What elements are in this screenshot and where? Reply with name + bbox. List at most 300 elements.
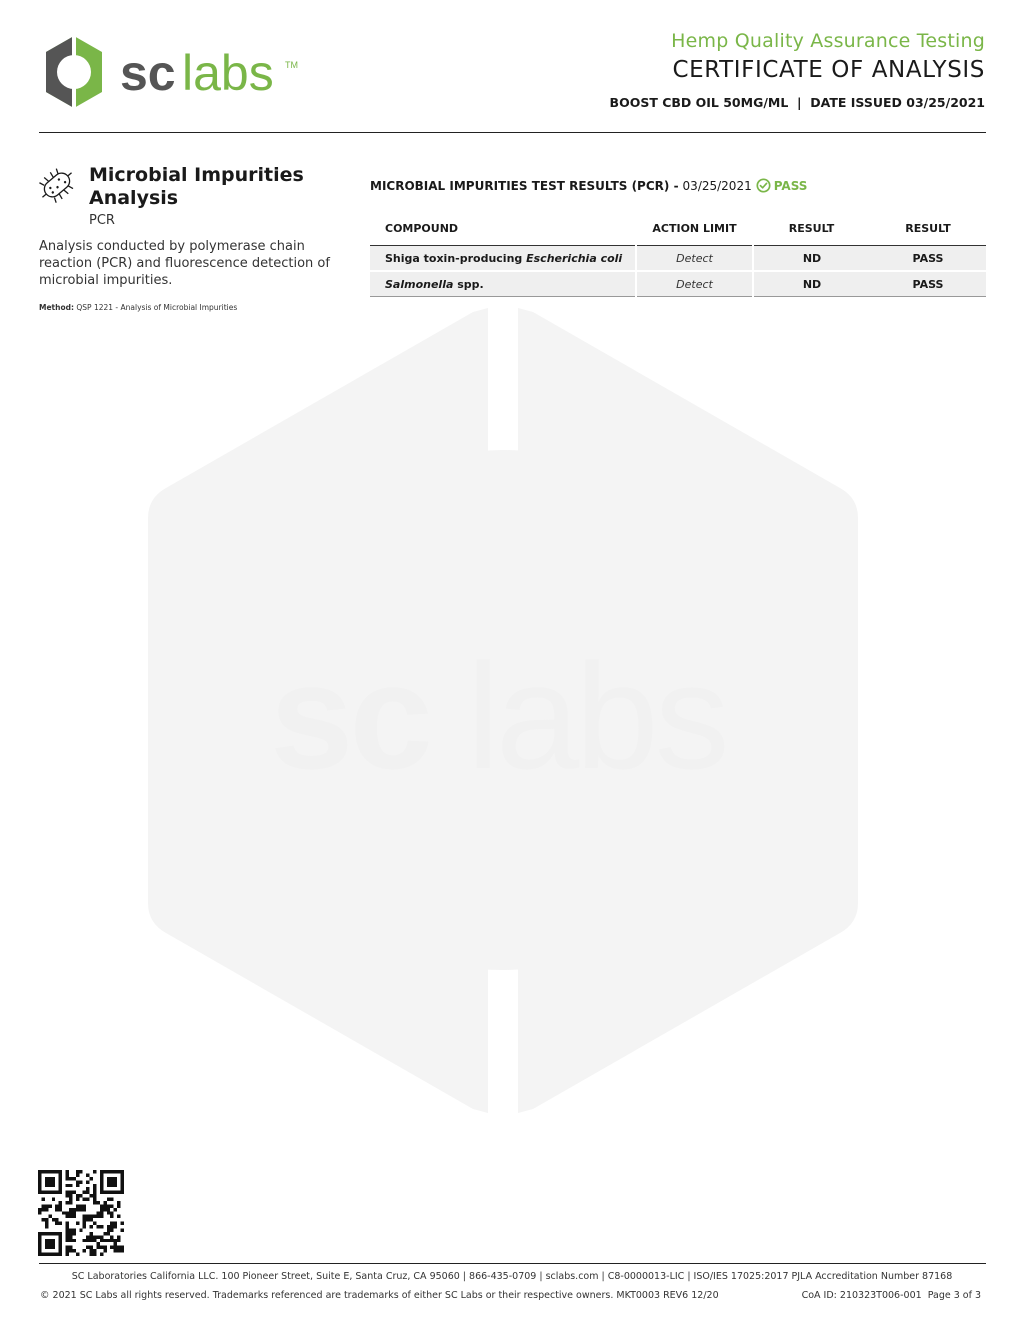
qr-module: [103, 1239, 106, 1242]
qr-module: [86, 1187, 89, 1190]
qr-module: [103, 1204, 106, 1207]
qr-module: [86, 1198, 89, 1201]
action-limit-cell: Detect: [636, 271, 753, 297]
qr-module: [110, 1215, 113, 1218]
qr-module: [100, 1180, 103, 1183]
compound-cell: Salmonella spp.: [370, 271, 636, 297]
qr-module: [55, 1208, 58, 1211]
qr-module: [72, 1215, 75, 1218]
qr-module: [45, 1242, 48, 1245]
qr-module: [52, 1239, 55, 1242]
qr-module: [59, 1180, 62, 1183]
qr-module: [114, 1242, 117, 1245]
qr-module: [90, 1218, 93, 1221]
qr-module: [76, 1173, 79, 1176]
qr-module: [48, 1215, 51, 1218]
qr-module: [110, 1170, 113, 1173]
qr-code-icon: [38, 1170, 124, 1256]
qr-module: [38, 1249, 41, 1252]
qr-module: [76, 1170, 79, 1173]
qr-module: [76, 1208, 79, 1211]
qr-module: [52, 1232, 55, 1235]
qr-module: [55, 1218, 58, 1221]
qr-module: [45, 1204, 48, 1207]
qr-module: [69, 1184, 72, 1187]
section-title: Microbial Impurities Analysis: [89, 164, 304, 209]
column-header-compound: COMPOUND: [370, 220, 636, 246]
qr-module: [72, 1239, 75, 1242]
qr-module: [93, 1191, 96, 1194]
qr-module: [69, 1211, 72, 1214]
qr-module: [121, 1228, 124, 1231]
qr-module: [41, 1218, 44, 1221]
qr-module: [59, 1187, 62, 1190]
qr-module: [62, 1211, 65, 1214]
qr-module: [69, 1208, 72, 1211]
qr-module: [100, 1225, 103, 1228]
qr-module: [66, 1235, 69, 1238]
qr-module: [117, 1201, 120, 1204]
qr-module: [38, 1239, 41, 1242]
qr-module: [117, 1235, 120, 1238]
result-cell: ND: [753, 271, 870, 297]
qr-module: [48, 1170, 51, 1173]
results-table: [370, 220, 986, 297]
qr-module: [66, 1184, 69, 1187]
qr-module: [110, 1235, 113, 1238]
qr-module: [69, 1246, 72, 1249]
qr-module: [96, 1215, 99, 1218]
qr-module: [52, 1246, 55, 1249]
qr-module: [48, 1253, 51, 1256]
qr-module: [48, 1239, 51, 1242]
qr-module: [59, 1235, 62, 1238]
qr-module: [86, 1239, 89, 1242]
column-header-result: RESULT: [753, 220, 870, 246]
qr-module: [45, 1191, 48, 1194]
result-cell: ND: [753, 246, 870, 272]
qr-module: [45, 1184, 48, 1187]
results-status-label: PASS: [773, 178, 808, 193]
qr-module: [107, 1180, 110, 1183]
svg-text:TM: TM: [285, 60, 298, 70]
qr-module: [83, 1249, 86, 1252]
qr-module: [72, 1249, 75, 1252]
sc-labs-logo: [40, 34, 310, 110]
footer-address: SC Laboratories California LLC. 100 Pioneer Street, Suite E, Santa Cruz, CA 95060 | 866-435-0709 | sclabs.com | C8-0000013-LIC | ISO/IES 17025:2017 PJLA Accreditation Number 87168: [71, 1271, 953, 1282]
qr-module: [121, 1191, 124, 1194]
qr-module: [96, 1211, 99, 1214]
qr-module: [76, 1204, 79, 1207]
qr-module: [110, 1184, 113, 1187]
qr-module: [59, 1173, 62, 1176]
qr-module: [117, 1239, 120, 1242]
qr-module: [100, 1173, 103, 1176]
qr-module: [38, 1187, 41, 1190]
qr-module: [38, 1253, 41, 1256]
header-meta: BOOST CBD OIL 50MG/ML | DATE ISSUED 03/25/2021: [609, 95, 985, 110]
qr-module: [59, 1222, 62, 1225]
qr-module: [38, 1170, 41, 1173]
qr-module: [76, 1253, 79, 1256]
qr-module: [100, 1184, 103, 1187]
results-status: [756, 178, 808, 193]
qr-module: [59, 1249, 62, 1252]
qr-module: [103, 1201, 106, 1204]
qr-module: [79, 1204, 82, 1207]
qr-module: [117, 1249, 120, 1252]
qr-module: [38, 1177, 41, 1180]
qr-module: [86, 1235, 89, 1238]
qr-module: [66, 1228, 69, 1231]
qr-module: [59, 1246, 62, 1249]
svg-text:labs: labs: [182, 45, 274, 101]
qr-module: [114, 1225, 117, 1228]
section-description: Analysis conducted by polymerase chain reaction (PCR) and fluorescence detection of microbial impurities.: [39, 239, 330, 288]
qr-module: [38, 1208, 41, 1211]
qr-module: [117, 1191, 120, 1194]
qr-module: [83, 1222, 86, 1225]
qr-module: [103, 1232, 106, 1235]
qr-module: [103, 1246, 106, 1249]
qr-module: [83, 1218, 86, 1221]
qr-module: [55, 1222, 58, 1225]
qr-module: [107, 1184, 110, 1187]
qr-module: [38, 1184, 41, 1187]
qr-module: [117, 1204, 120, 1207]
header-divider: [39, 132, 986, 133]
qr-module: [55, 1253, 58, 1256]
qr-module: [59, 1253, 62, 1256]
qr-module: [107, 1198, 110, 1201]
qr-module: [76, 1198, 79, 1201]
qr-module: [107, 1208, 110, 1211]
watermark-text: sc labs: [270, 632, 726, 800]
qr-module: [121, 1177, 124, 1180]
compound-cell: Shiga toxin-producing Escherichia coli: [370, 246, 636, 272]
qr-module: [72, 1191, 75, 1194]
qr-module: [52, 1253, 55, 1256]
qr-module: [83, 1225, 86, 1228]
qr-module: [45, 1225, 48, 1228]
qr-module: [114, 1184, 117, 1187]
qr-module: [93, 1194, 96, 1197]
qr-module: [103, 1170, 106, 1173]
qr-module: [48, 1177, 51, 1180]
qr-module: [121, 1222, 124, 1225]
qr-module: [117, 1215, 120, 1218]
qr-module: [59, 1239, 62, 1242]
qr-module: [100, 1191, 103, 1194]
qr-module: [66, 1211, 69, 1214]
qr-module: [107, 1228, 110, 1231]
qr-module: [66, 1246, 69, 1249]
qr-module: [100, 1215, 103, 1218]
qr-module: [79, 1170, 82, 1173]
qr-module: [110, 1225, 113, 1228]
qr-module: [110, 1211, 113, 1214]
qr-module: [45, 1232, 48, 1235]
qr-module: [59, 1204, 62, 1207]
qr-module: [52, 1191, 55, 1194]
qr-module: [93, 1222, 96, 1225]
qr-module: [48, 1246, 51, 1249]
qr-module: [69, 1235, 72, 1238]
qr-module: [79, 1180, 82, 1183]
qr-module: [107, 1232, 110, 1235]
qr-module: [45, 1246, 48, 1249]
qr-module: [66, 1173, 69, 1176]
qr-module: [52, 1218, 55, 1221]
qr-module: [69, 1249, 72, 1252]
qr-module: [96, 1242, 99, 1245]
qr-module: [69, 1194, 72, 1197]
qr-module: [83, 1198, 86, 1201]
qr-module: [48, 1242, 51, 1245]
qr-module: [55, 1204, 58, 1207]
qr-module: [48, 1191, 51, 1194]
qr-module: [86, 1173, 89, 1176]
footer-coa-id: CoA ID: 210323T006-001 Page 3 of 3: [801, 1290, 981, 1301]
qr-module: [121, 1249, 124, 1252]
qr-module: [79, 1194, 82, 1197]
qr-module: [38, 1232, 41, 1235]
qr-module: [117, 1246, 120, 1249]
qr-module: [48, 1204, 51, 1207]
qr-module: [41, 1170, 44, 1173]
qr-module: [90, 1246, 93, 1249]
qr-module: [110, 1239, 113, 1242]
qr-module: [83, 1204, 86, 1207]
qr-module: [83, 1191, 86, 1194]
qr-module: [90, 1253, 93, 1256]
qr-module: [121, 1173, 124, 1176]
qr-module: [76, 1184, 79, 1187]
qr-module: [93, 1215, 96, 1218]
qr-module: [107, 1239, 110, 1242]
qr-module: [55, 1232, 58, 1235]
qr-module: [121, 1180, 124, 1183]
qr-module: [114, 1249, 117, 1252]
check-circle-icon: [756, 178, 771, 193]
qr-module: [72, 1211, 75, 1214]
qr-module: [107, 1177, 110, 1180]
results-heading: [370, 178, 807, 193]
qr-module: [55, 1170, 58, 1173]
method-value: QSP 1221 - Analysis of Microbial Impurities: [76, 303, 238, 312]
qr-module: [59, 1201, 62, 1204]
qr-module: [66, 1232, 69, 1235]
qr-module: [96, 1235, 99, 1238]
qr-module: [110, 1204, 113, 1207]
header-subtitle: Hemp Quality Assurance Testing: [671, 30, 985, 52]
qr-module: [38, 1173, 41, 1176]
qr-module: [66, 1201, 69, 1204]
qr-module: [45, 1170, 48, 1173]
qr-module: [103, 1191, 106, 1194]
qr-module: [90, 1194, 93, 1197]
qr-module: [107, 1191, 110, 1194]
qr-module: [114, 1177, 117, 1180]
qr-module: [41, 1204, 44, 1207]
qr-module: [86, 1215, 89, 1218]
qr-module: [100, 1177, 103, 1180]
qr-module: [114, 1246, 117, 1249]
qr-module: [52, 1170, 55, 1173]
qr-module: [100, 1208, 103, 1211]
qr-module: [110, 1246, 113, 1249]
qr-module: [66, 1170, 69, 1173]
column-header-result-status: RESULT: [870, 220, 986, 246]
qr-module: [114, 1191, 117, 1194]
results-heading-label: MICROBIAL IMPURITIES TEST RESULTS (PCR) -: [370, 178, 679, 193]
qr-module: [93, 1239, 96, 1242]
qr-module: [121, 1246, 124, 1249]
qr-module: [107, 1211, 110, 1214]
qr-module: [59, 1232, 62, 1235]
table-row: [370, 246, 986, 272]
qr-module: [59, 1208, 62, 1211]
qr-module: [83, 1239, 86, 1242]
status-cell: PASS: [870, 271, 986, 297]
qr-module: [93, 1235, 96, 1238]
qr-module: [72, 1232, 75, 1235]
qr-module: [121, 1170, 124, 1173]
qr-module: [93, 1253, 96, 1256]
qr-module: [93, 1184, 96, 1187]
table-header-row: [370, 220, 986, 246]
qr-module: [110, 1177, 113, 1180]
qr-module: [114, 1170, 117, 1173]
qr-module: [59, 1191, 62, 1194]
qr-module: [83, 1215, 86, 1218]
section-method-short: PCR: [89, 213, 115, 228]
qr-module: [66, 1225, 69, 1228]
qr-module: [93, 1249, 96, 1252]
qr-module: [114, 1180, 117, 1183]
qr-module: [121, 1184, 124, 1187]
qr-module: [90, 1215, 93, 1218]
qr-module: [114, 1222, 117, 1225]
qr-module: [48, 1180, 51, 1183]
table-row: [370, 271, 986, 297]
qr-module: [45, 1177, 48, 1180]
qr-module: [66, 1222, 69, 1225]
qr-module: [90, 1225, 93, 1228]
qr-module: [52, 1242, 55, 1245]
qr-module: [114, 1208, 117, 1211]
action-limit-cell: Detect: [636, 246, 753, 272]
qr-module: [90, 1232, 93, 1235]
qr-module: [86, 1246, 89, 1249]
qr-module: [93, 1201, 96, 1204]
qr-module: [110, 1198, 113, 1201]
qr-module: [69, 1177, 72, 1180]
qr-module: [100, 1170, 103, 1173]
qr-module: [66, 1249, 69, 1252]
results-date: 03/25/2021: [682, 178, 752, 193]
column-header-action-limit: ACTION LIMIT: [636, 220, 753, 246]
qr-module: [93, 1198, 96, 1201]
qr-module: [45, 1222, 48, 1225]
qr-module: [100, 1235, 103, 1238]
status-cell: PASS: [870, 246, 986, 272]
qr-module: [83, 1208, 86, 1211]
qr-module: [66, 1253, 69, 1256]
qr-module: [100, 1239, 103, 1242]
qr-module: [38, 1235, 41, 1238]
qr-module: [96, 1201, 99, 1204]
microbe-icon: [37, 165, 77, 205]
qr-module: [121, 1187, 124, 1190]
qr-module: [107, 1204, 110, 1207]
qr-module: [103, 1208, 106, 1211]
qr-module: [52, 1180, 55, 1183]
qr-module: [48, 1184, 51, 1187]
qr-module: [72, 1177, 75, 1180]
qr-module: [69, 1215, 72, 1218]
qr-module: [66, 1177, 69, 1180]
qr-module: [110, 1228, 113, 1231]
qr-module: [41, 1208, 44, 1211]
method-label: Method:: [39, 303, 74, 312]
qr-module: [41, 1253, 44, 1256]
qr-module: [69, 1228, 72, 1231]
qr-module: [107, 1170, 110, 1173]
qr-module: [52, 1198, 55, 1201]
qr-module: [55, 1191, 58, 1194]
qr-module: [93, 1187, 96, 1190]
qr-module: [41, 1198, 44, 1201]
qr-module: [86, 1180, 89, 1183]
qr-module: [110, 1180, 113, 1183]
qr-module: [76, 1180, 79, 1183]
footer-copyright: © 2021 SC Labs all rights reserved. Trademarks referenced are trademarks of either SC Labs or their respective owners. MKT0003 REV6 12/20: [40, 1290, 719, 1301]
qr-module: [69, 1191, 72, 1194]
footer-divider: [39, 1263, 986, 1264]
qr-module: [48, 1232, 51, 1235]
qr-module: [90, 1239, 93, 1242]
qr-module: [69, 1198, 72, 1201]
qr-module: [100, 1211, 103, 1214]
qr-module: [90, 1235, 93, 1238]
qr-module: [114, 1239, 117, 1242]
qr-module: [38, 1191, 41, 1194]
qr-module: [69, 1239, 72, 1242]
method-line: [39, 303, 237, 312]
qr-module: [59, 1177, 62, 1180]
header-title: CERTIFICATE OF ANALYSIS: [672, 57, 985, 83]
qr-module: [100, 1246, 103, 1249]
qr-module: [66, 1215, 69, 1218]
qr-module: [59, 1242, 62, 1245]
qr-module: [45, 1218, 48, 1221]
qr-module: [38, 1246, 41, 1249]
svg-text:sc: sc: [120, 45, 176, 101]
qr-module: [38, 1180, 41, 1183]
qr-module: [41, 1191, 44, 1194]
qr-module: [45, 1208, 48, 1211]
qr-module: [93, 1170, 96, 1173]
qr-module: [90, 1177, 93, 1180]
qr-module: [76, 1194, 79, 1197]
qr-module: [59, 1184, 62, 1187]
qr-module: [69, 1232, 72, 1235]
qr-module: [76, 1222, 79, 1225]
qr-module: [90, 1249, 93, 1252]
qr-module: [38, 1242, 41, 1245]
qr-module: [41, 1232, 44, 1235]
